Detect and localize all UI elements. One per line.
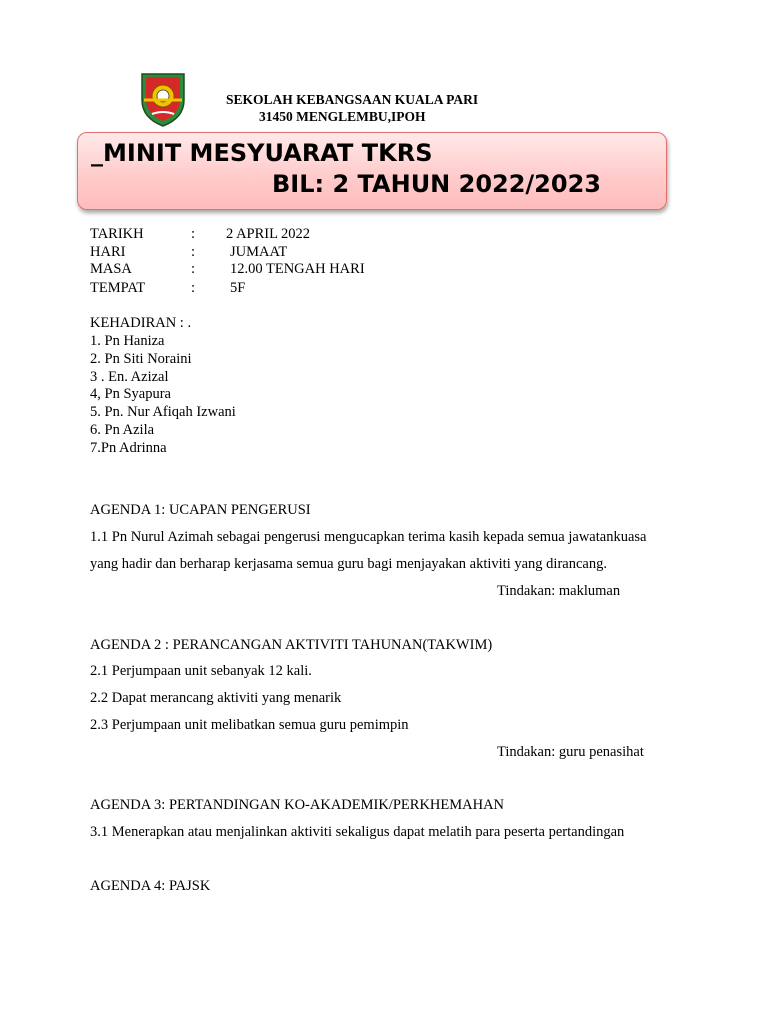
detail-row-day <box>0 243 768 261</box>
detail-value: JUMAAT <box>230 244 288 260</box>
detail-sep: : <box>191 261 196 277</box>
attendance-member: 5. Pn. Nur Afiqah Izwani <box>90 404 236 420</box>
agenda-title: AGENDA 1: UCAPAN PENGERUSI <box>90 502 311 518</box>
agenda-item: 2.1 Perjumpaan unit sebanyak 12 kali. <box>90 663 312 679</box>
detail-sep: : <box>191 280 196 296</box>
attendance-member: 2. Pn Siti Noraini <box>90 351 192 367</box>
detail-row-date <box>0 225 768 243</box>
banner-subtitle: BIL: 2 TAHUN 2022/2023 <box>272 170 601 198</box>
detail-label: TARIKH <box>90 226 144 242</box>
detail-value: 2 APRIL 2022 <box>226 226 311 242</box>
agenda-item: 2.3 Perjumpaan unit melibatkan semua guru pemimpin <box>90 717 409 733</box>
school-name: SEKOLAH KEBANGSAAN KUALA PARI <box>226 92 479 107</box>
detail-sep: : <box>191 244 196 260</box>
detail-label: HARI <box>90 244 126 260</box>
title-banner <box>77 132 667 210</box>
attendance-member: 6. Pn Azila <box>90 422 155 438</box>
detail-label: TEMPAT <box>90 280 146 296</box>
agenda-item: 1.1 Pn Nurul Azimah sebagai pengerusi mengucapkan terima kasih kepada semua jawatankuasa <box>90 529 647 545</box>
agenda-item: yang hadir dan berharap kerjasama semua guru bagi menjayakan aktiviti yang dirancang. <box>90 556 607 572</box>
detail-label: MASA <box>90 261 132 277</box>
school-address: 31450 MENGLEMBU,IPOH <box>259 109 426 124</box>
agenda-item: 2.2 Dapat merancang aktiviti yang menarik <box>90 690 342 706</box>
agenda-action: Tindakan: guru penasihat <box>497 744 644 760</box>
detail-row-time <box>0 260 768 278</box>
school-crest-icon <box>138 70 188 128</box>
attendance-member: 1. Pn Haniza <box>90 333 165 349</box>
banner-title: _MINIT MESYUARAT TKRS <box>91 139 433 167</box>
detail-row-place <box>0 279 768 297</box>
detail-value: 12.00 TENGAH HARI <box>230 261 365 277</box>
banner-line1: MINIT MESYUARAT TKRS <box>103 139 433 167</box>
agenda-title: AGENDA 2 : PERANCANGAN AKTIVITI TAHUNAN(TAKWIM) <box>90 637 493 653</box>
detail-value: 5F <box>230 280 246 296</box>
attendance-member: 4, Pn Syapura <box>90 386 171 402</box>
agenda-title: AGENDA 4: PAJSK <box>90 878 211 894</box>
agenda-item: 3.1 Menerapkan atau menjalinkan aktiviti sekaligus dapat melatih para peserta pertandingan <box>90 824 625 840</box>
agenda-title: AGENDA 3: PERTANDINGAN KO-AKADEMIK/PERKHEMAHAN <box>90 797 505 813</box>
attendance-title: KEHADIRAN : . <box>90 315 192 331</box>
attendance-member: 3 . En. Azizal <box>90 369 169 385</box>
detail-sep: : <box>191 226 196 242</box>
attendance-member: 7.Pn Adrinna <box>90 440 167 456</box>
agenda-action: Tindakan: makluman <box>497 583 621 599</box>
